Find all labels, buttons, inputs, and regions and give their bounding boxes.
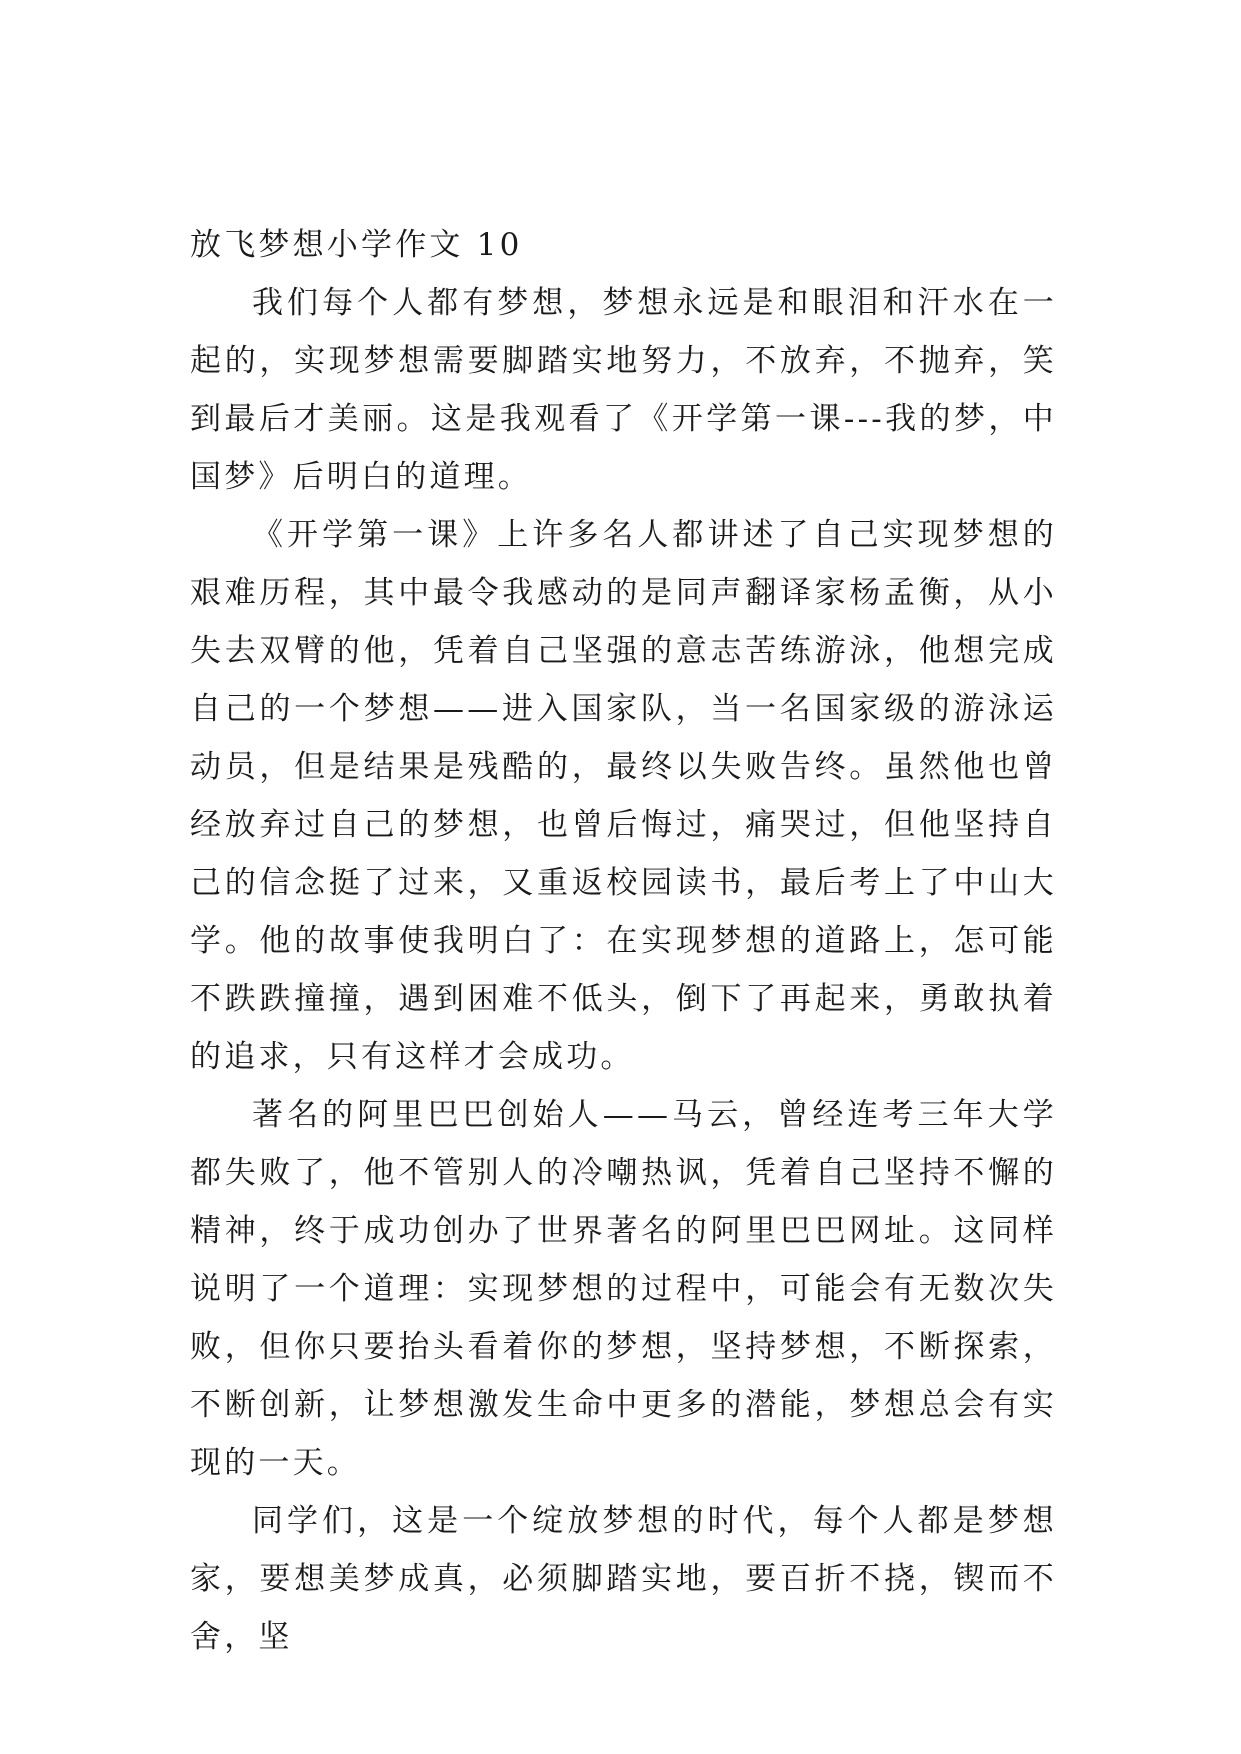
paragraph-4: 同学们，这是一个绽放梦想的时代，每个人都是梦想家，要想美梦成真，必须脚踏实地，要百折不挠，锲而不舍，坚 (190, 1503, 1057, 1655)
document-title: 放飞梦想小学作文 10 (190, 227, 523, 263)
paragraph-2: 《开学第一课》上许多名人都讲述了自己实现梦想的艰难历程，其中最令我感动的是同声翻译家杨孟衡，从小失去双臂的他，凭着自己坚强的意志苦练游泳，他想完成自己的一个梦想——进入国家队，当一名国家级的游泳运动员，但是结果是残酷的，最终以失败告终。虽然他也曾经放弃过自己的梦想，也曾后悔过，痛哭过，但他坚持自己的信念挺了过来，又重返校园读书，最后考上了中山大学。他的故事使我明白了：在实现梦想的道路上，怎可能不跌跌撞撞，遇到困难不低头，倒下了再起来，勇敢执着的追求，只有这样才会成功。 (190, 517, 1057, 1075)
document-body (190, 216, 1057, 1666)
paragraph-1: 我们每个人都有梦想，梦想永远是和眼泪和汗水在一起的，实现梦想需要脚踏实地努力，不放弃，不抛弃，笑到最后才美丽。这是我观看了《开学第一课---我的梦，中国梦》后明白的道理。 (190, 285, 1057, 495)
paragraph-3: 著名的阿里巴巴创始人——马云，曾经连考三年大学都失败了，他不管别人的冷嘲热讽，凭着自己坚持不懈的精神，终于成功创办了世界著名的阿里巴巴网址。这同样说明了一个道理：实现梦想的过程中，可能会有无数次失败，但你只要抬头看着你的梦想，坚持梦想，不断探索，不断创新，让梦想激发生命中更多的潜能，梦想总会有实现的一天。 (190, 1097, 1057, 1481)
